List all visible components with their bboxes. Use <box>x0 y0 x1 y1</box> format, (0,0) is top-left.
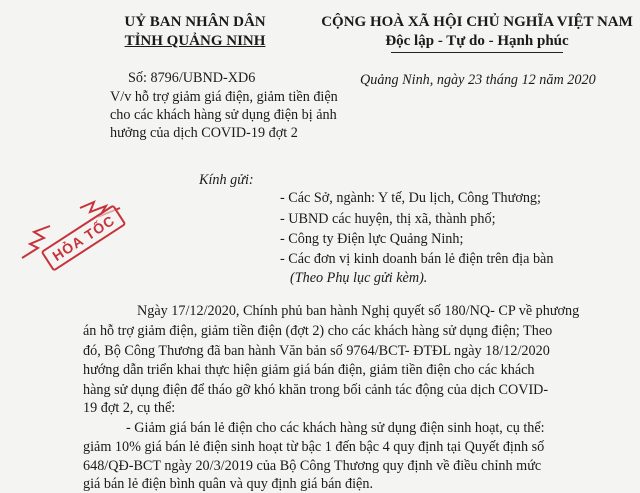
recipients-label: Kính gửi: <box>199 172 254 188</box>
motto: Độc lập - Tự do - Hạnh phúc <box>385 33 569 49</box>
recipient-item: - Các đơn vị kinh doanh bán lẻ điện trên địa bàn <box>280 251 554 267</box>
recipient-item: - Các Sở, ngành: Y tế, Du lịch, Công Thương; <box>280 190 541 206</box>
urgent-stamp: HỎA TỐC <box>40 204 126 272</box>
country-title: CỘNG HOÀ XÃ HỘI CHỦ NGHĨA VIỆT NAM <box>321 14 633 30</box>
body-line: giá bán lẻ điện bình quân và quy định giá bán điện. <box>83 476 373 492</box>
subject-line: V/v hỗ trợ giảm giá điện, giảm tiền điện <box>110 89 338 105</box>
body-line: 648/QĐ-BCT ngày 20/3/2019 của Bộ Công Thương quy định về điều chỉnh mức <box>83 458 542 474</box>
issuer-line-1: UỶ BAN NHÂN DÂN <box>124 14 266 30</box>
body-line: giảm 10% giá bán lẻ điện sinh hoạt từ bậc 1 đến bậc 4 quy định tại Quyết định số <box>83 439 545 455</box>
body-line: 19 đợt 2, cụ thể: <box>83 400 176 416</box>
subject-line: cho các khách hàng sử dụng điện bị ảnh <box>110 107 337 123</box>
body-line: án hỗ trợ giảm điện, giảm tiền điện (đợt 2) cho các khách hàng sử dụng điện; Theo <box>83 323 553 339</box>
recipients-note: (Theo Phụ lục gửi kèm). <box>290 270 428 286</box>
document-number: Số: 8796/UBND-XD6 <box>128 70 256 86</box>
body-line: hướng dẫn triển khai thực hiện giảm giá bán điện, giảm tiền điện cho các khách <box>83 362 535 378</box>
body-line: - Giảm giá bán lẻ điện cho các khách hàng sử dụng điện sinh hoạt, cụ thể: <box>126 420 545 436</box>
body-line: Ngày 17/12/2020, Chính phủ ban hành Nghị quyết số 180/NQ- CP về phương <box>137 303 580 319</box>
subject-line: hưởng của dịch COVID-19 đợt 2 <box>110 125 298 141</box>
issuer-line-2: TỈNH QUẢNG NINH <box>124 33 266 49</box>
recipient-item: - Công ty Điện lực Quảng Ninh; <box>280 231 464 247</box>
body-line: đó, Bộ Công Thương đã ban hành Văn bản số 9764/BCT- ĐTĐL ngày 18/12/2020 <box>83 343 550 359</box>
document-date: Quảng Ninh, ngày 23 tháng 12 năm 2020 <box>360 72 596 88</box>
motto-underline <box>391 52 563 53</box>
recipient-item: - UBND các huyện, thị xã, thành phố; <box>280 211 496 227</box>
body-line: hàng sử dụng điện để tháo gỡ khó khăn trong bối cảnh tác động của dịch COVID- <box>83 382 549 398</box>
